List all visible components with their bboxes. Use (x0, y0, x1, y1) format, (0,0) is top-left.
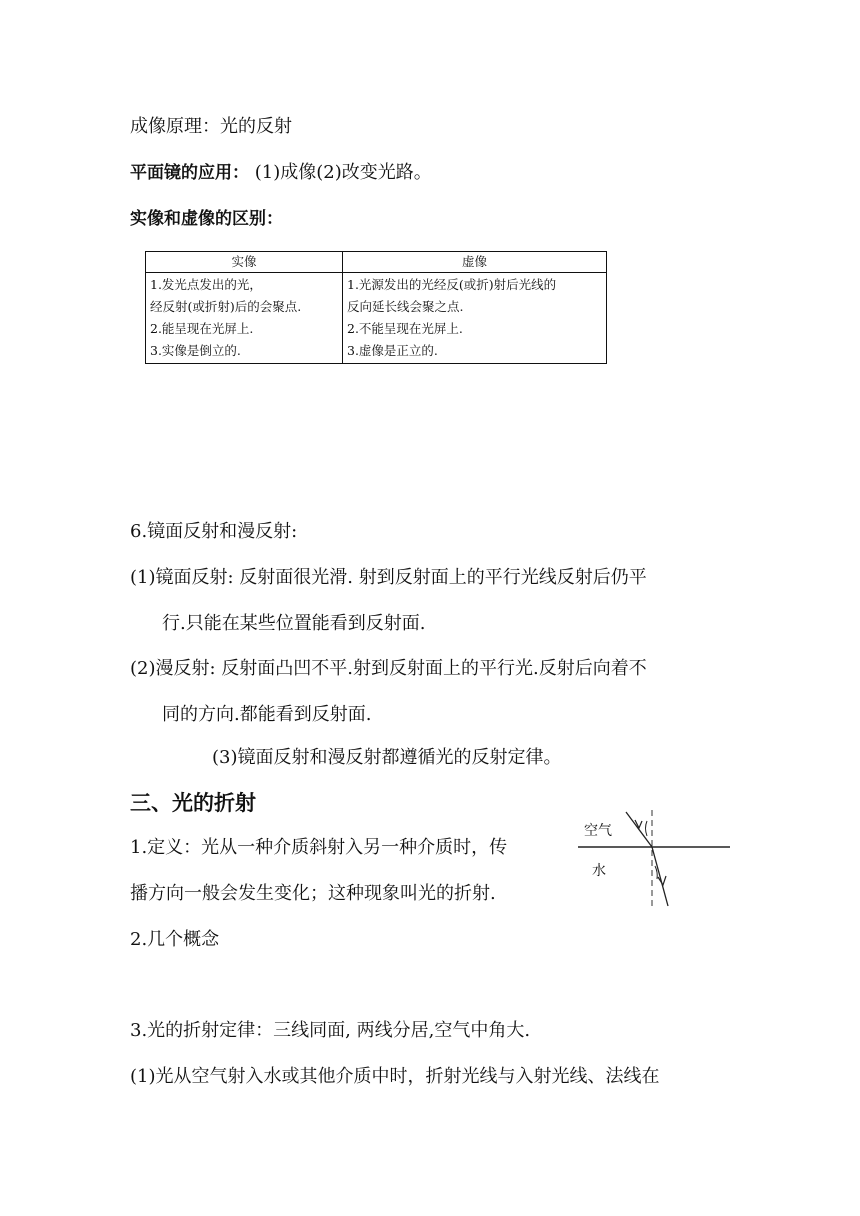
table-row (146, 273, 607, 364)
refraction-angle-arc (655, 866, 657, 879)
reflection-law-note: (3)镜面反射和漫反射都遵循光的反射定律。 (212, 747, 562, 768)
real-image-cell (146, 273, 343, 364)
refraction-law: 3.光的折射定律：三线同面, 两线分居,空气中角大. (130, 1020, 531, 1041)
virtual-line-3: 2.不能呈现在光屏上. (347, 321, 463, 336)
real-line-2: 经反射(或折射)后的会聚点. (150, 299, 302, 314)
refraction-heading: 三、光的折射 (130, 791, 256, 815)
real-line-4: 3.实像是倒立的. (150, 343, 241, 358)
virtual-line-2: 反向延长线会聚之点. (347, 299, 464, 314)
plane-mirror-label: 平面镜的应用： (130, 163, 249, 183)
refracted-arrow (658, 876, 666, 885)
specular-reflection-line2: 行.只能在某些位置能看到反射面. (162, 613, 426, 634)
real-virtual-table (145, 251, 607, 364)
imaging-principle: 成像原理：光的反射 (130, 116, 292, 137)
real-virtual-title: 实像和虚像的区别： (130, 209, 283, 229)
table-header-real: 实像 (146, 252, 343, 273)
diffuse-reflection-line2: 同的方向.都能看到反射面. (162, 704, 372, 725)
plane-mirror-text: (1)成像(2)改变光路。 (254, 162, 432, 183)
refraction-definition-line2: 播方向一般会发生变化；这种现象叫光的折射. (130, 883, 496, 904)
water-label: 水 (592, 863, 606, 879)
virtual-image-cell (343, 273, 607, 364)
table-header-virtual: 虚像 (343, 252, 607, 273)
section6-title: 6.镜面反射和漫反射: (130, 521, 298, 542)
real-line-1: 1.发光点发出的光， (150, 277, 262, 292)
diffuse-reflection-line1: (2)漫反射: 反射面凸凹不平.射到反射面上的平行光.反射后向着不 (130, 658, 647, 679)
air-label: 空气 (584, 823, 612, 839)
real-line-3: 2.能呈现在光屏上. (150, 321, 254, 336)
incident-ray (626, 812, 652, 847)
refraction-svg (578, 806, 733, 912)
incidence-angle-arc (646, 821, 648, 836)
plane-mirror-application (130, 161, 432, 185)
incident-arrow (635, 820, 642, 828)
virtual-line-4: 3.虚像是正立的. (347, 343, 438, 358)
refraction-concepts: 2.几个概念 (130, 929, 220, 950)
virtual-line-1: 1.光源发出的光经反(或折)射后光线的 (347, 277, 557, 292)
refraction-diagram (578, 806, 733, 912)
refraction-law-item1: (1)光从空气射入水或其他介质中时，折射光线与入射光线、法线在 (130, 1066, 660, 1087)
refraction-definition-line1: 1.定义：光从一种介质斜射入另一种介质时，传 (130, 837, 508, 858)
specular-reflection-line1: (1)镜面反射: 反射面很光滑. 射到反射面上的平行光线反射后仍平 (130, 567, 647, 588)
